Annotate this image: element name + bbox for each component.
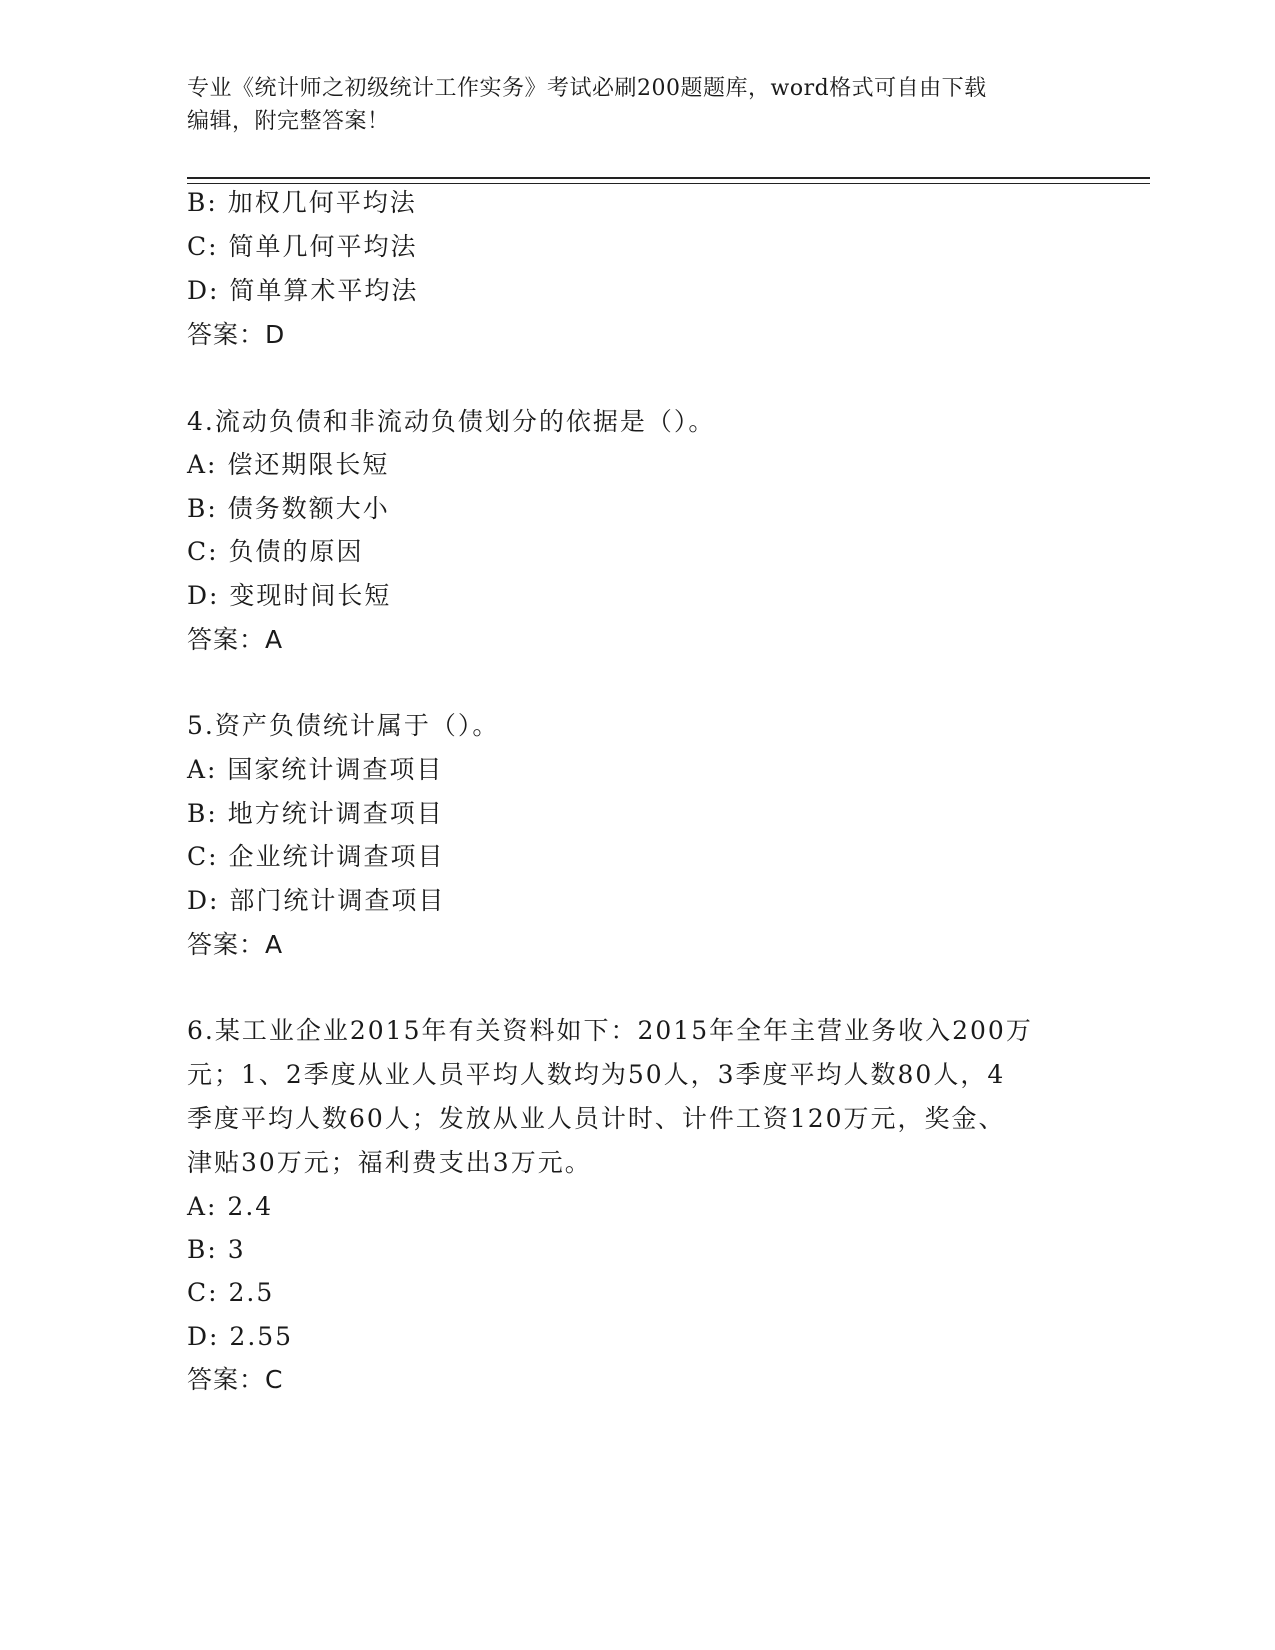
q6-option-c: C: 2.5 <box>187 1278 275 1307</box>
q6-option-b: B: 3 <box>187 1235 246 1264</box>
q4-answer: 答案：A <box>187 625 284 654</box>
q4-option-d: D: 变现时间长短 <box>187 581 392 610</box>
q3-option-d: D: 简单算术平均法 <box>187 276 419 305</box>
q6-stem-line-4: 津贴30万元；福利费支出3万元。 <box>187 1148 592 1177</box>
q3-option-b: B: 加权几何平均法 <box>187 188 417 217</box>
header-line-1: 专业《统计师之初级统计工作实务》考试必刷200题题库，word格式可自由下载 <box>187 76 987 101</box>
q5-option-c: C: 企业统计调查项目 <box>187 842 445 871</box>
header-divider-thick <box>187 177 1150 179</box>
header-line-2: 编辑，附完整答案！ <box>187 109 390 134</box>
header-divider-thin <box>187 183 1150 184</box>
q5-option-a: A: 国家统计调查项目 <box>187 755 444 784</box>
q4-option-b: B: 债务数额大小 <box>187 494 390 523</box>
q5-answer: 答案：A <box>187 930 284 959</box>
q3-answer: 答案：D <box>187 320 286 349</box>
q6-stem-line-2: 元；1、2季度从业人员平均人数均为50人，3季度平均人数80人，4 <box>187 1060 1006 1089</box>
q4-stem: 4.流动负债和非流动负债划分的依据是（）。 <box>187 407 716 436</box>
q6-option-a: A: 2.4 <box>187 1192 274 1221</box>
q6-stem-line-3: 季度平均人数60人；发放从业人员计时、计件工资120万元，奖金、 <box>187 1104 1006 1133</box>
q6-answer: 答案：C <box>187 1365 284 1394</box>
q5-option-d: D: 部门统计调查项目 <box>187 886 446 915</box>
q5-stem: 5.资产负债统计属于（）。 <box>187 711 500 740</box>
q4-option-a: A: 偿还期限长短 <box>187 450 390 479</box>
document-header <box>187 72 1087 138</box>
q6-stem-line-1: 6.某工业企业2015年有关资料如下：2015年全年主营业务收入200万 <box>187 1016 1033 1045</box>
q4-option-c: C: 负债的原因 <box>187 537 364 566</box>
q5-option-b: B: 地方统计调查项目 <box>187 799 444 828</box>
q6-option-d: D: 2.55 <box>187 1322 294 1351</box>
q3-option-c: C: 简单几何平均法 <box>187 232 418 261</box>
